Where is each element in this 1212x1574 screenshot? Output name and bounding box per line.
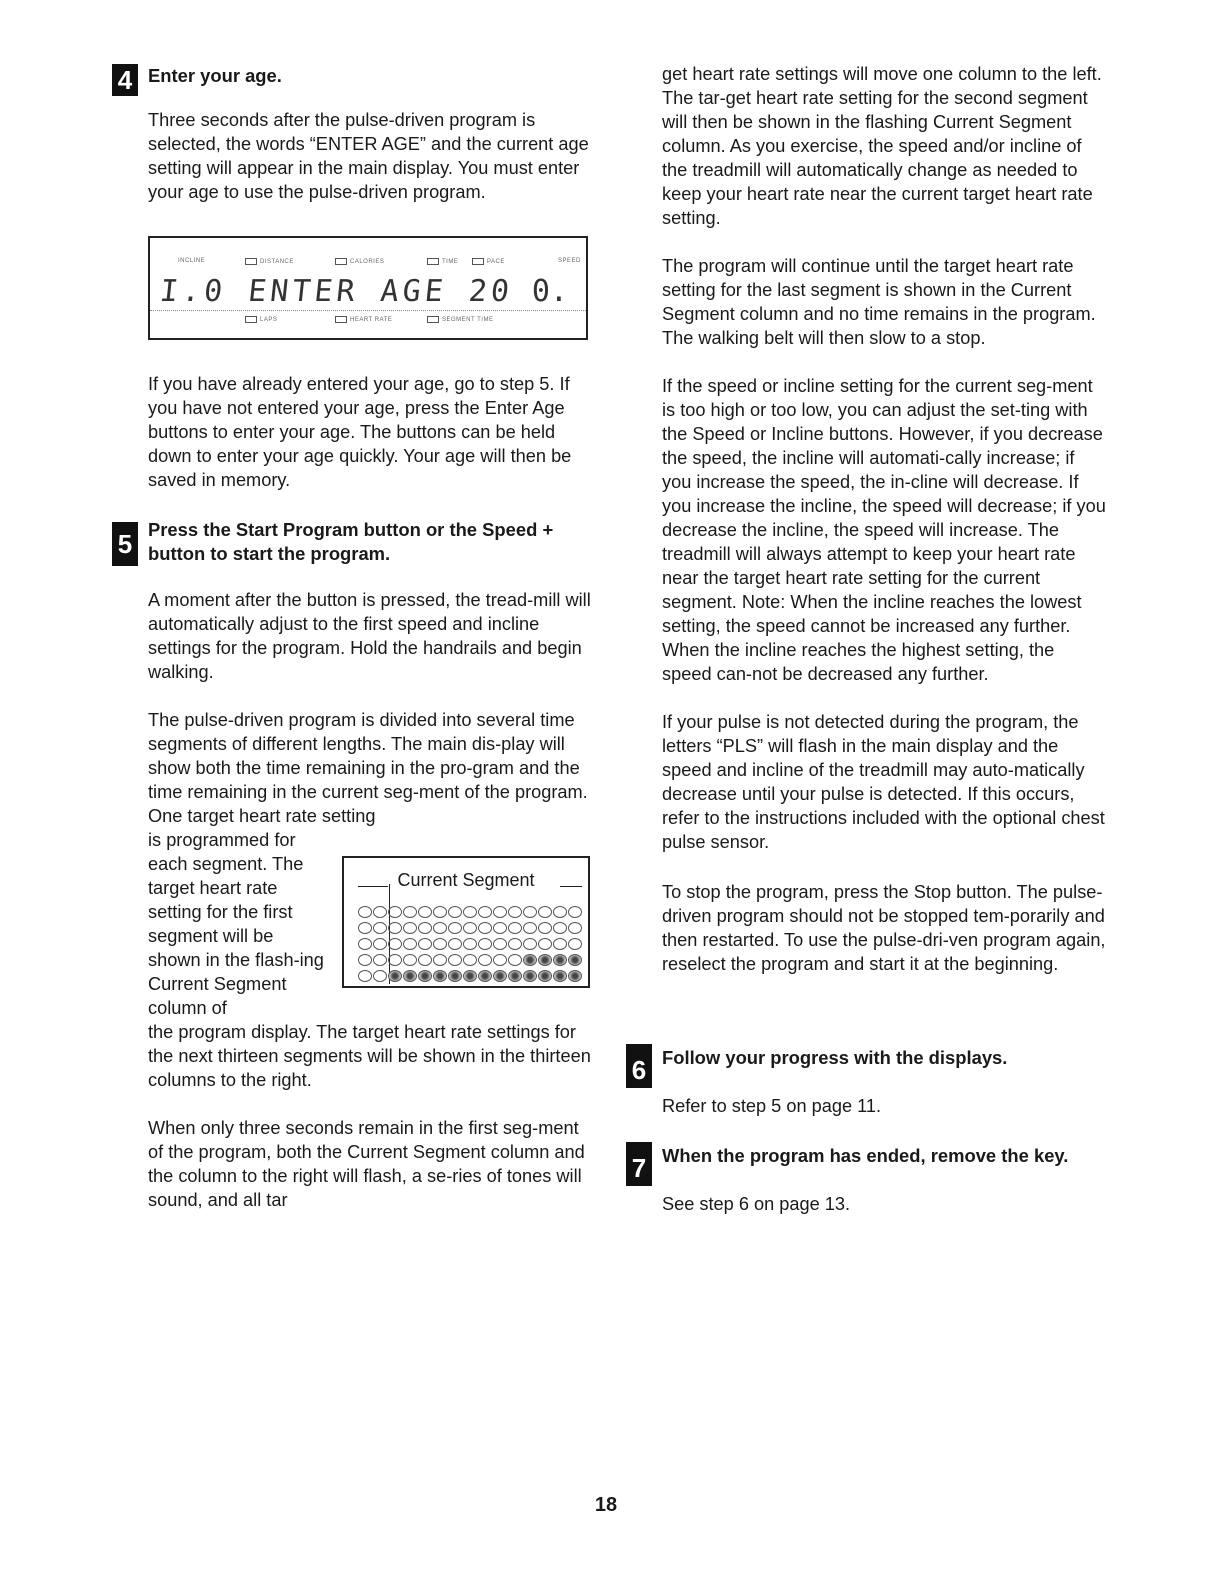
segment-dot xyxy=(433,938,447,950)
label-pace: PACE xyxy=(487,259,505,266)
segment-dot xyxy=(448,906,462,918)
segment-dot xyxy=(508,954,522,966)
segment-dot xyxy=(523,970,537,982)
left-column xyxy=(112,60,592,204)
segment-dot xyxy=(523,906,537,918)
step-7 xyxy=(626,1142,1106,1216)
step-5-paragraph-3-start xyxy=(148,1116,592,1212)
segment-dot xyxy=(508,906,522,918)
segment-dot xyxy=(523,922,537,934)
label-incline: INCLINE xyxy=(178,258,206,264)
segment-dot xyxy=(358,906,372,918)
segment-dot xyxy=(388,906,402,918)
segment-dot xyxy=(433,906,447,918)
segment-dot xyxy=(403,922,417,934)
segment-dot xyxy=(478,970,492,982)
segment-dot xyxy=(463,970,477,982)
segment-dot xyxy=(523,954,537,966)
step-7-title: When the program has ended, remove the key. xyxy=(662,1145,1069,1166)
segment-dot xyxy=(403,970,417,982)
segment-dot xyxy=(478,954,492,966)
display-main-text: I.0 ENTER AGE 20 xyxy=(158,274,515,309)
segment-dot xyxy=(538,938,552,950)
step-6-title: Follow your progress with the displays. xyxy=(662,1047,1008,1068)
segment-dot xyxy=(553,970,567,982)
display-divider xyxy=(150,310,586,311)
segment-dot xyxy=(508,922,522,934)
segment-dot xyxy=(388,922,402,934)
step-5-number: 5 xyxy=(112,522,138,566)
segment-dot xyxy=(478,938,492,950)
current-segment-title: Current Segment xyxy=(397,870,535,890)
segment-dot xyxy=(403,906,417,918)
segment-dot xyxy=(418,954,432,966)
step-5-title: Press the Start Program button or the Speed + button to start the program. xyxy=(148,519,554,564)
segment-dot xyxy=(508,938,522,950)
step-6-number: 6 xyxy=(626,1044,652,1088)
segment-dot xyxy=(358,970,372,982)
segment-dot xyxy=(388,938,402,950)
step-5-paragraph-3-right: get heart rate settings will move one column to the left. The tar-get heart rate setting for the second segment will then be shown in the flashing Current Segment column. As you exercise, the speed and/or incline of the treadmill will automatically change as needed to keep your heart rate near the current target heart rate setting. xyxy=(662,64,1102,228)
label-distance: DISTANCE xyxy=(260,259,294,266)
segment-dot-grid xyxy=(358,904,582,984)
step-5-paragraph-1: A moment after the button is pressed, the tread-mill will automatically adjust to the first speed and incline settings for the program. Hold the handrails and begin walking. xyxy=(148,590,591,682)
step-5-paragraph-5: If the speed or incline setting for the current seg-ment is too high or too low, you can adjust the set-ting with the Speed or Incline buttons. However, if you decrease the speed, the incline will automati-cally increase; if you increase the speed, the in-cline will decrease. If you increase the incline, the speed will decrease; if you decrease the incline, the speed will increase. The treadmill will always attempt to keep your heart rate near the target heart rate setting for the current segment. Note: When the incline reaches the lowest setting, the speed cannot be increased any further. When the incline reaches the highest setting, the speed can-not be decreased any further. xyxy=(662,376,1106,684)
segment-dot xyxy=(508,970,522,982)
segment-dot xyxy=(478,922,492,934)
segment-dot xyxy=(433,922,447,934)
segment-dot xyxy=(538,906,552,918)
step-5-paragraph-4: The program will continue until the target heart rate setting for the last segment is shown in the Current Segment column and no time remains in the program. The walking belt will then slow to a stop. xyxy=(662,256,1096,348)
segment-dot xyxy=(403,938,417,950)
step-6 xyxy=(626,1044,1106,1118)
segment-dot xyxy=(478,906,492,918)
segment-dot xyxy=(418,906,432,918)
label-heart-rate: HEART RATE xyxy=(350,317,393,324)
segment-dot xyxy=(388,970,402,982)
segment-dot xyxy=(358,954,372,966)
segment-dot xyxy=(493,906,507,918)
step-7-number: 7 xyxy=(626,1142,652,1186)
segment-dot xyxy=(493,970,507,982)
segment-dot xyxy=(493,922,507,934)
segment-dot xyxy=(373,922,387,934)
segment-dot xyxy=(448,938,462,950)
segment-dot xyxy=(568,938,582,950)
segment-dot xyxy=(463,954,477,966)
step-4 xyxy=(112,60,592,204)
step-5-paragraph-3-left: When only three seconds remain in the first seg-ment of the program, both the Current Segment column and the column to the right will flash, a se-ries of tones will sound, and all tar xyxy=(148,1118,585,1210)
label-time: TIME xyxy=(442,259,459,266)
step-7-paragraph: See step 6 on page 13. xyxy=(662,1194,851,1214)
segment-dot xyxy=(553,922,567,934)
step-5-paragraph-7: To stop the program, press the Stop button. The pulse-driven program should not be stopped tem-porarily and then restarted. To use the pulse-dri-ven program again, reselect the program and start it at the beginning. xyxy=(662,882,1106,974)
segment-dot xyxy=(358,922,372,934)
segment-dot xyxy=(418,922,432,934)
step-4-continued xyxy=(148,372,592,492)
segment-dot xyxy=(538,970,552,982)
step-4-paragraph-1: Three seconds after the pulse-driven program is selected, the words “ENTER AGE” and the current age setting will appear in the main display. You must enter your age to use the pulse-driven program. xyxy=(148,110,589,202)
segment-dot xyxy=(448,954,462,966)
step-6-paragraph: Refer to step 5 on page 11. xyxy=(662,1096,882,1116)
step-5-paragraph-2-flow: The pulse-driven program is divided into several time segments of different lengths. The main dis-play will show both the time remaining in the pro-gram and the time remaining in the current seg-ment of the program. One target heart rate setting is programmed for each segment. The target heart rate setting for the first segment will be shown in the flash-ing Current Segment column of the program display. The target heart rate settings for the next thirteen segments will be shown in the thirteen columns to the right. xyxy=(148,710,591,1090)
segment-dot xyxy=(568,954,582,966)
segment-dot xyxy=(373,970,387,982)
segment-dot xyxy=(433,954,447,966)
console-display-illustration xyxy=(148,236,588,340)
segment-dot xyxy=(568,906,582,918)
step-4-title: Enter your age. xyxy=(148,65,282,86)
segment-dot xyxy=(448,922,462,934)
segment-dot xyxy=(553,954,567,966)
segment-dot xyxy=(568,970,582,982)
segment-dot xyxy=(553,906,567,918)
label-calories: CALORIES xyxy=(350,259,385,266)
segment-dot xyxy=(358,938,372,950)
segment-dot xyxy=(523,938,537,950)
segment-dot xyxy=(373,906,387,918)
segment-dot xyxy=(433,970,447,982)
page-number: 18 xyxy=(594,1494,618,1516)
step-5 xyxy=(112,516,592,708)
label-speed: SPEED xyxy=(558,258,581,264)
segment-dot xyxy=(493,954,507,966)
segment-dot xyxy=(373,938,387,950)
display-speed-value: 0. xyxy=(531,274,568,309)
segment-dot xyxy=(388,954,402,966)
label-segment-time: SEGMENT TIME xyxy=(442,317,494,324)
segment-dot xyxy=(568,922,582,934)
segment-dot xyxy=(463,938,477,950)
current-segment-illustration xyxy=(342,856,590,988)
segment-dot xyxy=(463,906,477,918)
step-4-paragraph-2: If you have already entered your age, go to step 5. If you have not entered your age, press the Enter Age buttons to enter your age. The buttons can be held down to enter your age quickly. Your age will then be saved in memory. xyxy=(148,374,572,490)
segment-dot xyxy=(403,954,417,966)
step-4-number: 4 xyxy=(112,64,138,96)
segment-dot xyxy=(493,938,507,950)
segment-dot xyxy=(553,938,567,950)
segment-dot xyxy=(373,954,387,966)
right-column xyxy=(662,62,1106,976)
segment-dot xyxy=(418,970,432,982)
label-laps: LAPS xyxy=(260,317,278,324)
segment-dot xyxy=(538,922,552,934)
segment-dot xyxy=(418,938,432,950)
segment-dot xyxy=(538,954,552,966)
segment-dot xyxy=(463,922,477,934)
step-5-paragraph-6: If your pulse is not detected during the program, the letters “PLS” will flash in the main display and the speed and incline of the treadmill may auto-matically decrease until your pulse is detected. If this occurs, refer to the instructions included with the optional chest pulse sensor. xyxy=(662,712,1105,852)
segment-dot xyxy=(448,970,462,982)
